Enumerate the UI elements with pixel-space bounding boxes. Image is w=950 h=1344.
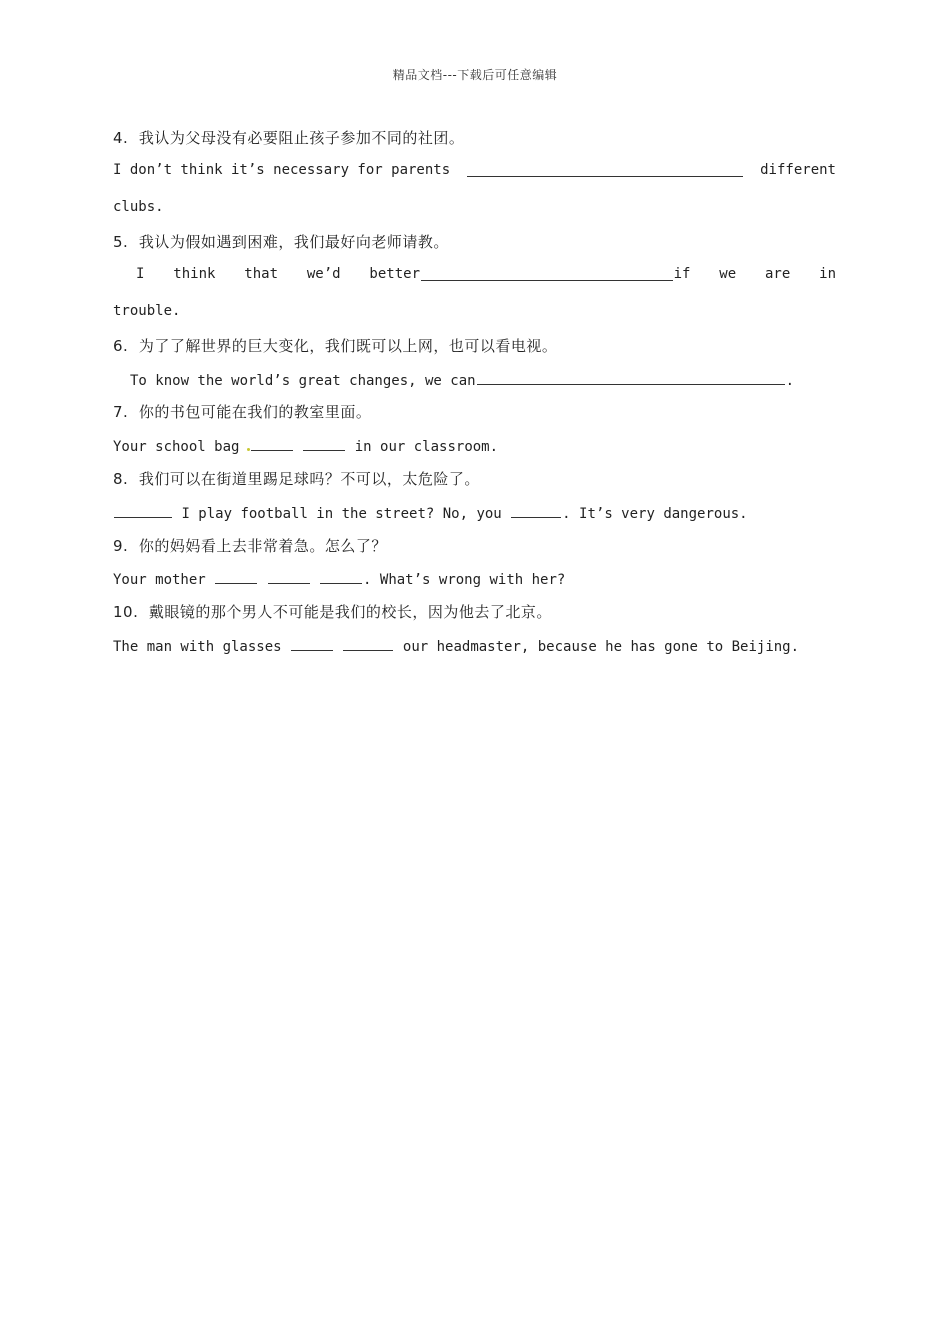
page-header: 精品文档---下载后可任意编辑 [392,68,558,82]
question-5-chinese: 5. 我认为假如遇到困难，我们最好向老师请教。 [113,233,449,251]
question-4-english [113,162,836,178]
question-10-english [113,636,799,655]
question-4-text-before: I don’t think it’s necessary for parents [113,162,451,178]
question-7-text-before: Your school bag [113,439,240,455]
question-9-text-after: . What’s wrong with her? [363,572,566,588]
question-6-blank[interactable] [477,370,785,385]
question-10-blank-1[interactable] [291,636,333,651]
question-8-text-middle: I play football in the street? No, you [181,506,502,522]
question-6-chinese: 6. 为了了解世界的巨大变化，我们既可以上网，也可以看电视。 [113,337,558,355]
question-10-text-before: The man with glasses [113,639,282,655]
question-9-english [113,569,565,588]
question-9-chinese: 9. 你的妈妈看上去非常着急。怎么了？ [113,537,387,555]
question-9-blank-3[interactable] [320,569,362,584]
question-6-text-after: . [785,373,795,389]
question-8-text-after: . It’s very dangerous. [562,506,748,522]
question-9-blank-2[interactable] [268,569,310,584]
question-10-text-after: our headmaster, because he has gone to Beijing. [402,639,800,655]
question-5-text-before: I think that we’d better [136,266,421,282]
question-9-text-before: Your mother [113,572,206,588]
question-7-blank-2[interactable] [303,436,345,451]
question-7-english [113,436,498,455]
question-4-text-after: different [760,162,836,178]
question-8-blank-2[interactable] [511,503,561,518]
question-8-blank-1[interactable] [114,503,172,518]
question-5-english-continued: trouble. [113,303,181,319]
mark-dot [247,448,250,451]
question-10-chinese: 10. 戴眼镜的那个男人不可能是我们的校长，因为他去了北京。 [113,603,552,621]
question-5-text-after: if we are in [673,266,836,282]
question-8-chinese: 8. 我们可以在街道里踢足球吗？不可以，太危险了。 [113,470,480,488]
question-5-english [136,266,836,282]
question-9-blank-1[interactable] [215,569,257,584]
question-4-blank[interactable] [467,162,743,177]
question-5-blank[interactable] [421,266,673,281]
question-7-blank-1[interactable] [251,436,293,451]
question-7-chinese: 7. 你的书包可能在我们的教室里面。 [113,403,372,421]
question-10-blank-2[interactable] [343,636,393,651]
question-8-english [113,503,748,522]
question-4-english-continued: clubs. [113,199,164,215]
question-6-english [130,370,794,389]
question-6-text-before: To know the world’s great changes, we can [130,373,476,389]
question-7-text-after: in our classroom. [354,439,499,455]
question-4-chinese: 4. 我认为父母没有必要阻止孩子参加不同的社团。 [113,129,465,147]
